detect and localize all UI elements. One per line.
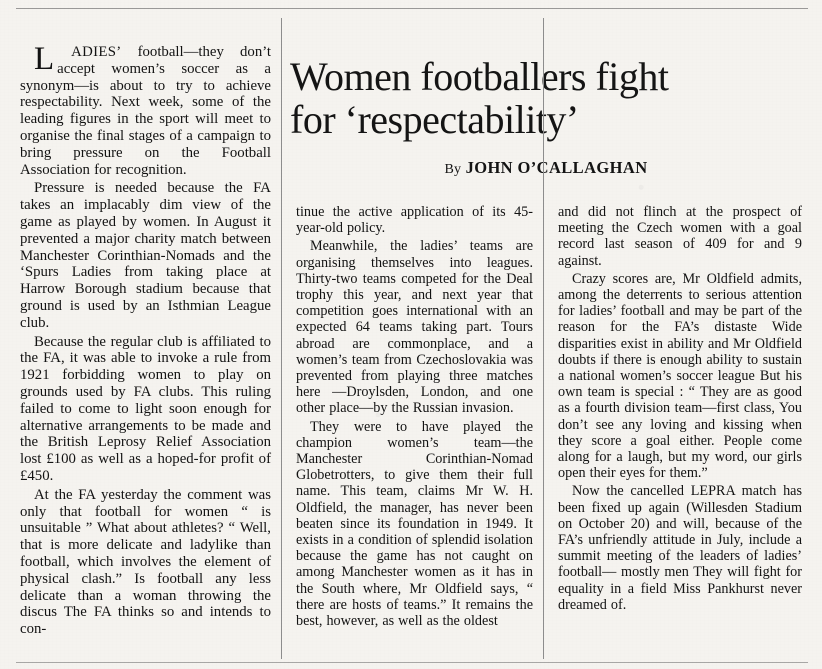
column-3 — [558, 18, 802, 659]
paragraph: tinue the active application of its 45-year-old policy. — [296, 204, 533, 237]
headline-line-2: for ‘respectability’ — [290, 96, 579, 142]
byline-prefix: By — [444, 162, 462, 177]
column-2 — [296, 18, 544, 659]
paragraph — [20, 41, 271, 178]
column-1 — [20, 18, 282, 659]
paragraph: Crazy scores are, Mr Oldfield admits, among the deterrents to serious attention for ladies’ football and may be part of the reason for the FA’s distaste Wide disparities exist in ability and Mr Oldfield doubts if there is enough ability to sustain a national women’s soccer league But his own team is special : “ They are as good as a fourth division team—first class, You don’t see any loving and kissing when they score a goal either. People come along for a laugh, but my word, our girls open their eyes for them.” — [558, 270, 802, 482]
paragraph: Pressure is needed because the FA takes an implacably dim view of the game as played by women. In August it prevented a major charity match between Manchester Corinthian-Nomads and the ‘Spurs Ladies from taking place at Harrow Borough stadium because that ground is used by an Isthmian League club. — [20, 180, 271, 331]
drop-cap: L — [34, 41, 55, 77]
headline-line-1: Women footballers fight — [290, 53, 669, 99]
paragraph: They were to have played the champion women’s team—the Manchester Corinthian-Nomad Globetrotters, to give them their full name. This team, claims Mr W. H. Oldfield, the manager, has never been beaten since its foundation in 1949. It exists in a condition of splendid isolation because the game has not caught on among Manchester women as it has in the South where, Mr Oldfield says, “ there are hosts of teams.” It remains the best, however, as well as the oldest — [296, 418, 533, 630]
paragraph-text: football—they don’t accept women’s soccer as a synonym—is about to try to achieve respectability. Next week, some of the leading figures in the sport will meet to organise the final stages of a campaign to bring pressure on the Football Association for recognition. — [20, 44, 271, 178]
paragraph: Because the regular club is affiliated to the FA, it was able to invoke a rule from 1921 forbidding women to play on grounds used by FA clubs. This ruling failed to come to light soon enough for alternative arrangements to be made and the British Leprosy Relief Association lost £100 as well as a hoped-for profit of £450. — [20, 333, 271, 484]
byline-author: JOHN O’CALLAGHAN — [465, 158, 648, 177]
article-columns — [20, 18, 806, 659]
lead-smallcaps: ADIES’ — [71, 44, 122, 60]
paragraph: Meanwhile, the ladies’ teams are organising themselves into leagues. Thirty-two teams competed for the Deal trophy this year, and next year that competition goes international with an expected 64 teams taking part. Tours abroad are commonplace, and a women’s team from Czechoslovakia was prevented from playing three matches here —Droylsden, London, and one other place—by the Russian invasion. — [296, 238, 533, 417]
paragraph: and did not flinch at the prospect of meeting the Czech women with a goal record last season of 409 for and 9 against. — [558, 204, 802, 269]
paragraph: At the FA yesterday the comment was only that football for women “ is unsuitable ” What about athletes? “ Well, that is more delicate and ladylike than football, which involves the element of physical clash.” Is football any less delicate than a woman throwing the discus The FA thinks so and intends to con- — [20, 486, 271, 638]
top-rule — [16, 8, 808, 9]
bottom-rule — [16, 662, 808, 663]
paragraph: Now the cancelled LEPRA match has been fixed up again (Willesden Stadium on October 20) and will, because of the FA’s unfriendly attitude in July, include a summit meeting of the leaders of ladies’ football— mostly men They will fight for equality in a field Miss Pankhurst never dreamed of. — [558, 483, 802, 613]
